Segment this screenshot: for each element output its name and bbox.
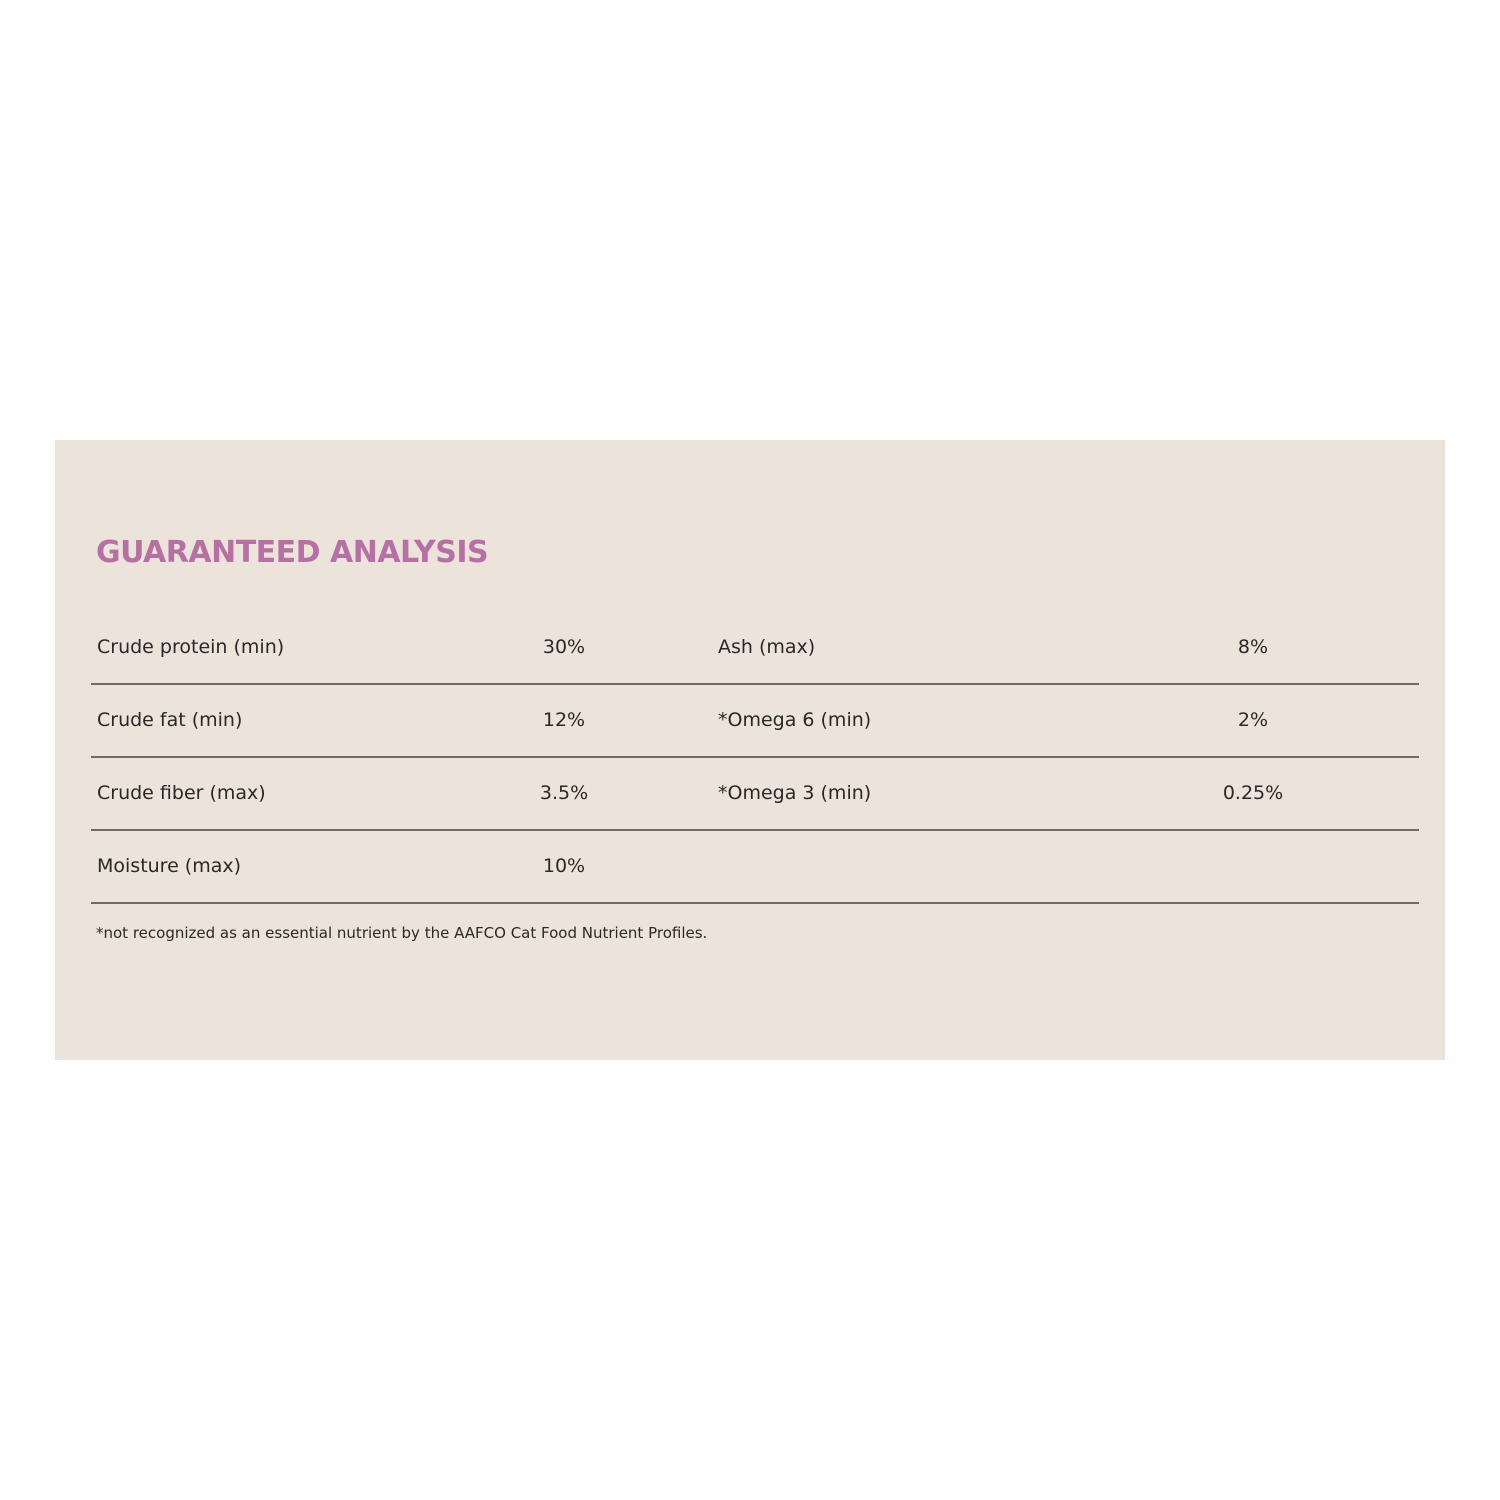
table-row (91, 758, 1419, 831)
table-row (91, 612, 1419, 685)
analysis-table (91, 612, 1419, 904)
footnote: *not recognized as an essential nutrient by the AAFCO Cat Food Nutrient Profiles. (96, 924, 708, 942)
nutrient-label: Ash (max) (718, 636, 816, 658)
nutrient-value: 3.5% (539, 782, 589, 804)
panel-title: GUARANTEED ANALYSIS (96, 535, 489, 570)
nutrient-value: 30% (542, 636, 586, 658)
nutrient-label: Crude protein (min) (97, 636, 285, 658)
guaranteed-analysis-panel (55, 440, 1445, 1060)
nutrient-value: 10% (542, 855, 586, 877)
nutrient-label: Moisture (max) (97, 855, 242, 877)
nutrient-label: Crude fat (min) (97, 709, 243, 731)
nutrient-value: 2% (1237, 709, 1269, 731)
nutrient-label: Crude fiber (max) (97, 782, 266, 804)
table-row (91, 685, 1419, 758)
table-row (91, 831, 1419, 904)
nutrient-label: *Omega 3 (min) (718, 782, 872, 804)
nutrient-value: 0.25% (1222, 782, 1284, 804)
nutrient-value: 12% (542, 709, 586, 731)
nutrient-value (1203, 831, 1303, 902)
nutrient-label: *Omega 6 (min) (718, 709, 872, 731)
nutrient-value: 8% (1237, 636, 1269, 658)
